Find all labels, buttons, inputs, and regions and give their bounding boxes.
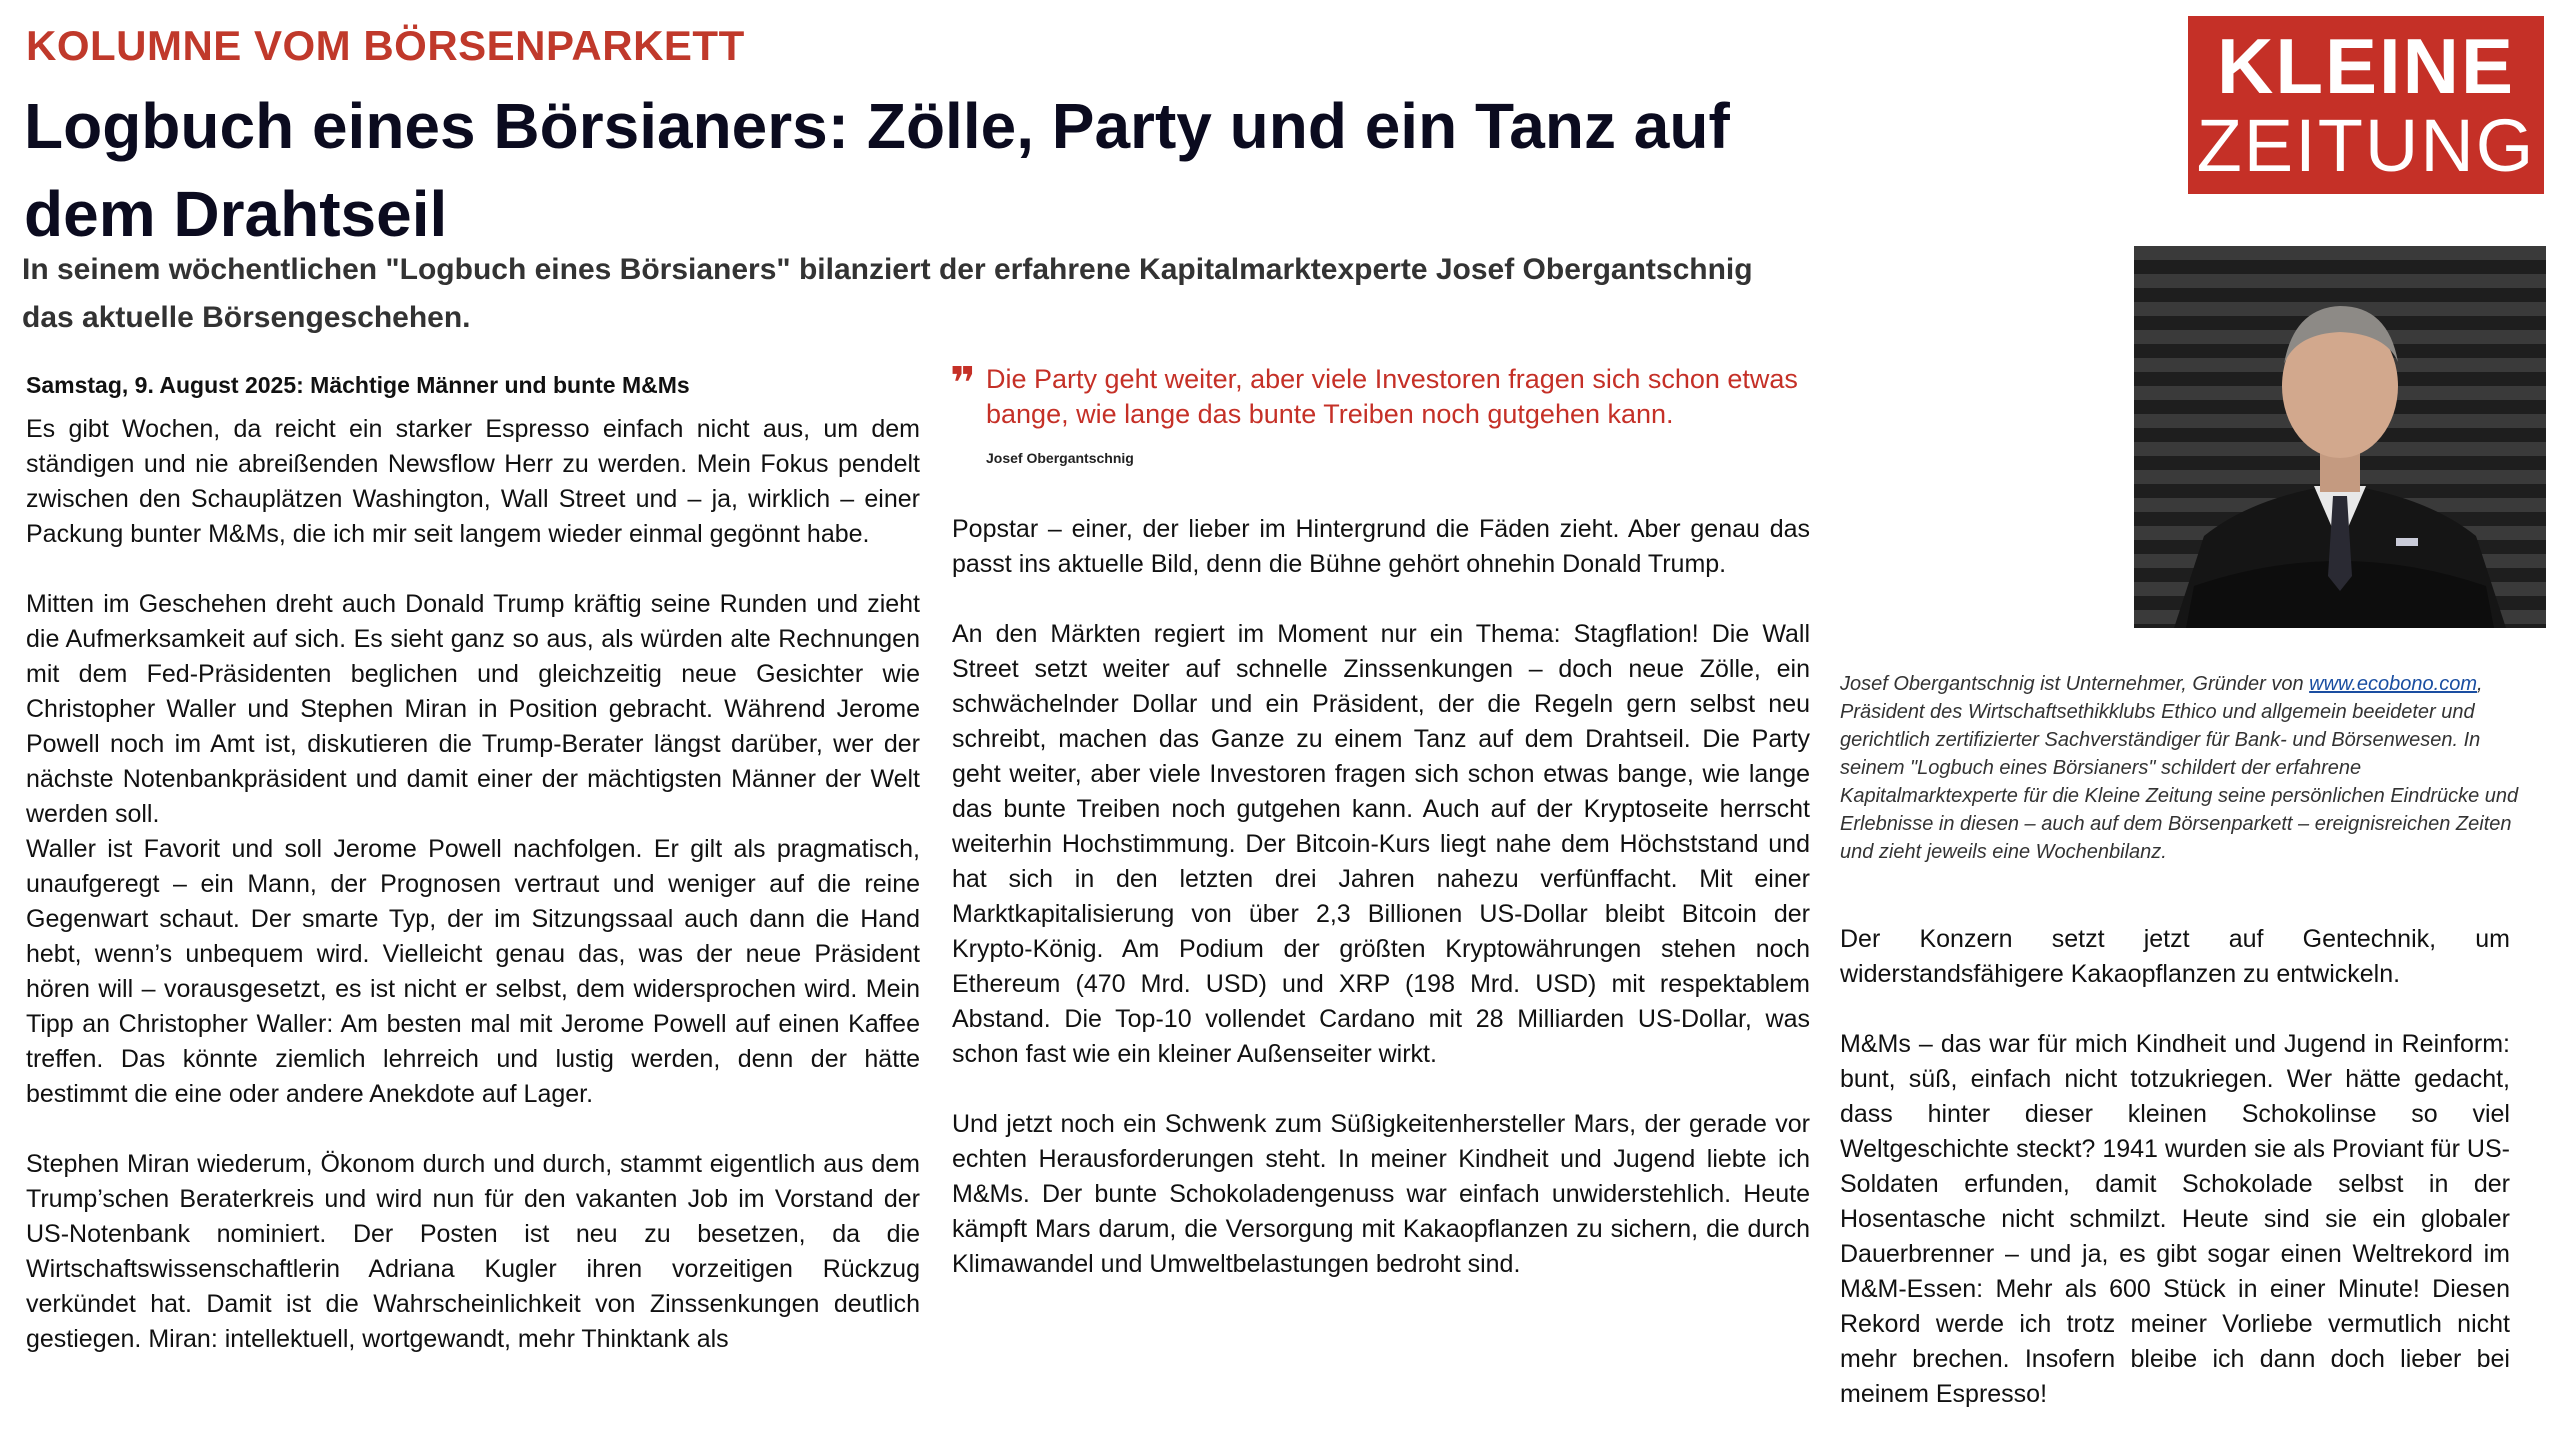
caption-text: , Präsident des Wirtschaftsethikklubs Ethico und allgemein beeideter und gerichtlich zertifizierter Sachverständiger für Bank- und Börsenwesen. In seinem "Logbuch eines Börsianers" schildert der erfahrene Kapitalmarktexperte für die Kleine Zeitung seine persönlichen Eindrücke und Erlebnisse in diesen – auch auf dem Börsenparkett – ereignisreichen Zeiten und zieht jeweils eine Wochenbilanz. <box>1840 673 2519 863</box>
ecobono-link[interactable]: www.ecobono.com <box>2309 673 2478 695</box>
pull-quote-author: Josef Obergantschnig <box>986 450 1134 466</box>
paragraph: Und jetzt noch ein Schwenk zum Süßigkeitenhersteller Mars, der gerade vor echten Herausforderungen steht. In meiner Kindheit und Jugend liebte ich M&Ms. Der bunte Schokoladengenuss war einfach unwiderstehlich. Heute kämpft Mars darum, die Versorgung mit Kakaopflanzen zu sichern, die durch Klimawandel und Umweltbelastungen bedroht sind. <box>952 1110 1810 1278</box>
person-icon <box>2134 246 2546 628</box>
paragraph: Es gibt Wochen, da reicht ein starker Espresso einfach nicht aus, um dem ständigen und nie abreißenden Newsflow Herr zu werden. Mein Fokus pendelt zwischen den Schauplätzen Washington, Wall Street und – ja, wirklich – einer Packung bunter M&Ms, die ich mir seit langem wieder einmal gegönnt habe. <box>26 415 920 548</box>
paragraph: Der Konzern setzt jetzt auf Gentechnik, um widerstandsfähigere Kakaopflanzen zu entwickeln. <box>1840 925 2510 988</box>
article-column-3 <box>1840 922 2510 1447</box>
pull-quote-text: Die Party geht weiter, aber viele Investoren fragen sich schon etwas bange, wie lange das bunte Treiben noch gutgehen kann. <box>986 364 1798 429</box>
article-dateline: Samstag, 9. August 2025: Mächtige Männer und bunte M&Ms <box>26 372 690 398</box>
author-caption <box>1840 670 2540 866</box>
paragraph: Popstar – einer, der lieber im Hintergrund die Fäden zieht. Aber genau das passt ins aktuelle Bild, denn die Bühne gehört ohnehin Donald Trump. <box>952 515 1810 578</box>
article-column-2 <box>952 512 1810 1317</box>
article-column-1 <box>26 412 920 1392</box>
logo-line-2: ZEITUNG <box>2196 104 2536 187</box>
paragraph: Stephen Miran wiederum, Ökonom durch und durch, stammt eigentlich aus dem Trump’schen Beraterkreis und wird nun für den vakanten Job im Vorstand der US-Notenbank nominiert. Der Posten ist neu zu besetzen, da die Wirtschaftswissenschaftlerin Adriana Kugler ihren vorzeitigen Rückzug verkündet hat. Damit ist die Wahrscheinlichkeit von Zinssenkungen deutlich gestiegen. Miran: intellektuell, wortgewandt, mehr Thinktank als <box>26 1150 920 1353</box>
article-headline: Logbuch eines Börsianers: Zölle, Party und ein Tanz auf dem Drahtseil <box>24 90 1730 250</box>
article-lead: In seinem wöchentlichen "Logbuch eines Börsianers" bilanziert der erfahrene Kapitalmarktexperte Josef Obergantschnig das aktuelle Börsengeschehen. <box>22 253 1753 334</box>
paragraph: M&Ms – das war für mich Kindheit und Jugend in Reinform: bunt, süß, einfach nicht totzukriegen. Wer hätte gedacht, dass hinter dieser kleinen Schokolinse so viel Weltgeschichte steckt? 1941 wurden sie als Proviant für US-Soldaten erfunden, damit Schokolade selbst in der Hosentasche nicht schmilzt. Heute sind sie ein globaler Dauerbrenner – und ja, es gibt sogar einen Weltrekord im M&M-Essen: Mehr als 600 Stück in einer Minute! Diesen Rekord werde ich trotz meiner Vorliebe vermutlich nicht mehr brechen. Insofern bleibe ich dann doch lieber bei meinem Espresso! <box>1840 1030 2510 1408</box>
logo-line-1: KLEINE <box>2216 22 2516 110</box>
column-kicker: KOLUMNE VOM BÖRSENPARKETT <box>26 22 745 69</box>
author-portrait <box>2134 246 2546 628</box>
pull-quote <box>950 359 1810 466</box>
paragraph: An den Märkten regiert im Moment nur ein Thema: Stagflation! Die Wall Street setzt weiter auf schnelle Zinssenkungen – doch neue Zölle, ein schwächelnder Dollar und ein Präsident, der die Regeln gern selbst neu schreibt, machen das Ganze zu einem Tanz auf dem Drahtseil. Die Party geht weiter, aber viele Investoren fragen sich schon etwas bange, wie lange das bunte Treiben noch gutgehen kann. Auch auf der Kryptoseite herrscht weiterhin Hochstimmung. Der Bitcoin-Kurs liegt nahe dem Höchststand und hat sich in den letzten drei Jahren nahezu verfünffacht. Mit einer Marktkapitalisierung von über 2,3 Billionen US-Dollar bleibt Bitcoin der Krypto-König. Am Podium der größten Kryptowährungen stehen noch Ethereum (470 Mrd. USD) und XRP (198 Mrd. USD) mit respektablem Abstand. Die Top-10 vollendet Cardano mit 28 Milliarden US-Dollar, was schon fast wie ein kleiner Außenseiter wirkt. <box>952 620 1810 1068</box>
paragraph: Mitten im Geschehen dreht auch Donald Trump kräftig seine Runden und zieht die Aufmerksamkeit auf sich. Es sieht ganz so aus, als würden alte Rechnungen mit dem Fed-Präsidenten beglichen und gleichzeitig neue Gesichter wie Christopher Waller und Stephen Miran in Position gebracht. Während Jerome Powell noch im Amt ist, diskutieren die Trump-Berater längst darüber, wer der nächste Notenbankpräsident und damit einer der mächtigsten Männer der Welt werden soll. <box>26 590 920 828</box>
kleine-zeitung-logo[interactable] <box>2188 16 2544 194</box>
quote-mark-icon: ❞ <box>950 359 976 408</box>
caption-text: Josef Obergantschnig ist Unternehmer, Gründer von <box>1840 673 2310 695</box>
paragraph: Waller ist Favorit und soll Jerome Powell nachfolgen. Er gilt als pragmatisch, unaufgeregt – ein Mann, der Prognosen vertraut und weniger auf die reine Gegenwart schaut. Der smarte Typ, der im Sitzungssaal auch dann die Hand hebt, wenn’s unbequem wird. Vielleicht genau das, was der neue Präsident hören will – vorausgesetzt, es ist nicht er selbst, dem widersprochen wird. Mein Tipp an Christopher Waller: Am besten mal mit Jerome Powell auf einen Kaffee treffen. Das könnte ziemlich lehrreich und lustig werden, denn der hätte bestimmt die eine oder andere Anekdote auf Lager. <box>26 835 920 1108</box>
